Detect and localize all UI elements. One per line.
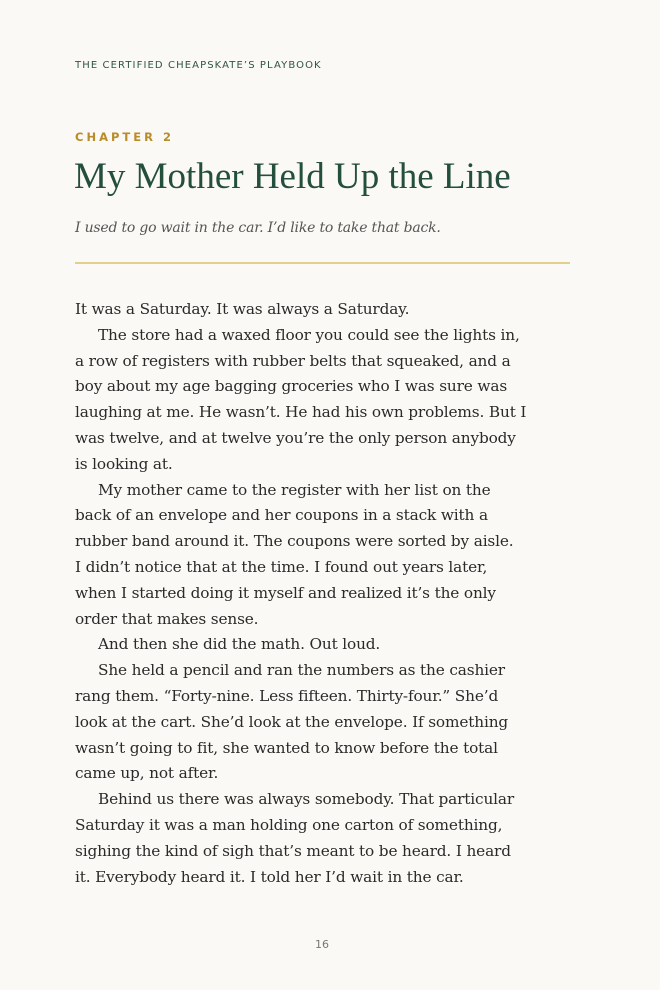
body-line: is looking at. bbox=[75, 454, 173, 473]
body-line: look at the cart. She’d look at the envelope. If something bbox=[75, 712, 509, 731]
body-line: I didn’t notice that at the time. I found out years later, bbox=[75, 557, 488, 576]
body-line: The store had a waxed floor you could see the lights in, bbox=[98, 325, 520, 344]
body-line: back of an envelope and her coupons in a stack with a bbox=[75, 506, 488, 525]
body-line: was twelve, and at twelve you’re the only person anybody bbox=[75, 428, 516, 447]
chapter-body bbox=[75, 297, 570, 890]
body-line: rang them. “Forty-nine. Less fifteen. Thirty-four.” She’d bbox=[75, 686, 499, 705]
title-divider bbox=[75, 262, 570, 264]
body-line: it. Everybody heard it. I told her I’d wait in the car. bbox=[75, 867, 464, 886]
body-line: boy about my age bagging groceries who I was sure was bbox=[75, 377, 508, 396]
body-line: laughing at me. He wasn’t. He had his own problems. But I bbox=[75, 403, 527, 422]
body-line: She held a pencil and ran the numbers as the cashier bbox=[98, 661, 505, 680]
chapter-title: My Mother Held Up the Line bbox=[74, 156, 511, 197]
chapter-label: CHAPTER 2 bbox=[75, 130, 174, 144]
body-line: a row of registers with rubber belts that squeaked, and a bbox=[75, 351, 511, 370]
body-line: when I started doing it myself and realized it’s the only bbox=[75, 583, 496, 602]
running-head: THE CERTIFIED CHEAPSKATE’S PLAYBOOK bbox=[75, 60, 322, 71]
body-line: sighing the kind of sigh that’s meant to be heard. I heard bbox=[75, 841, 511, 860]
body-line: wasn’t going to fit, she wanted to know before the total bbox=[75, 738, 498, 757]
body-line: It was a Saturday. It was always a Saturday. bbox=[75, 300, 410, 318]
chapter-epigraph: I used to go wait in the car. I’d like to take that back. bbox=[75, 220, 441, 236]
body-line: And then she did the math. Out loud. bbox=[98, 635, 381, 654]
body-line: Behind us there was always somebody. That particular bbox=[98, 790, 515, 809]
body-line: Saturday it was a man holding one carton of something, bbox=[75, 815, 503, 834]
body-line: came up, not after. bbox=[75, 764, 219, 783]
body-line: My mother came to the register with her list on the bbox=[98, 480, 491, 499]
page-number: 16 bbox=[315, 938, 329, 951]
body-line: rubber band around it. The coupons were sorted by aisle. bbox=[75, 532, 514, 551]
body-line: order that makes sense. bbox=[75, 609, 259, 628]
